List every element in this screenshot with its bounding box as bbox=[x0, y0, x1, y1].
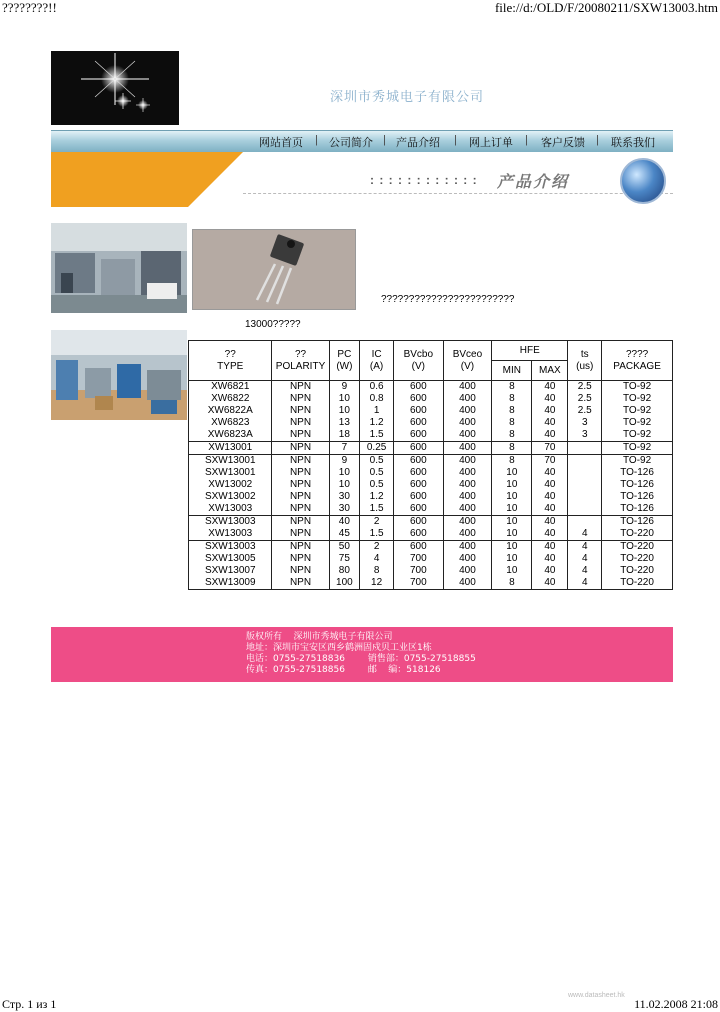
table-cell: SXW13002 bbox=[189, 491, 272, 503]
footer-contact bbox=[246, 632, 476, 676]
table-cell: 9 bbox=[329, 381, 360, 394]
table-cell: TO-220 bbox=[602, 577, 673, 590]
table-cell: TO-126 bbox=[602, 516, 673, 529]
table-cell: 40 bbox=[532, 577, 568, 590]
table-cell: 4 bbox=[568, 528, 602, 541]
table-cell: 0.5 bbox=[360, 467, 394, 479]
table-cell: 0.8 bbox=[360, 393, 394, 405]
table-cell: 700 bbox=[394, 565, 444, 577]
table-cell: NPN bbox=[272, 528, 329, 541]
table-cell: 80 bbox=[329, 565, 360, 577]
table-cell: XW6822A bbox=[189, 405, 272, 417]
table-cell: NPN bbox=[272, 503, 329, 516]
table-cell bbox=[568, 455, 602, 468]
table-cell: 2.5 bbox=[568, 393, 602, 405]
col-pc: PC (W) bbox=[329, 341, 360, 381]
table-cell: 40 bbox=[532, 417, 568, 429]
table-cell: 10 bbox=[329, 467, 360, 479]
nav-about[interactable]: 公司简介 bbox=[329, 136, 373, 149]
table-cell: 10 bbox=[492, 479, 532, 491]
table-row bbox=[189, 491, 673, 503]
table-row bbox=[189, 442, 673, 455]
table-cell: 600 bbox=[394, 491, 444, 503]
table-cell: 9 bbox=[329, 455, 360, 468]
nav-home[interactable]: 网站首页 bbox=[259, 136, 303, 149]
table-cell: NPN bbox=[272, 541, 329, 554]
table-cell: 40 bbox=[532, 405, 568, 417]
table-cell: 70 bbox=[532, 455, 568, 468]
table-cell: TO-92 bbox=[602, 381, 673, 394]
nav-contact[interactable]: 联系我们 bbox=[611, 136, 655, 149]
table-cell: 1.5 bbox=[360, 429, 394, 442]
table-cell: 8 bbox=[492, 417, 532, 429]
nav-order[interactable]: 网上订单 bbox=[469, 136, 513, 149]
table-cell bbox=[568, 479, 602, 491]
table-cell: XW13003 bbox=[189, 528, 272, 541]
table-cell: TO-220 bbox=[602, 553, 673, 565]
col-package: ???? PACKAGE bbox=[602, 341, 673, 381]
table-cell: 400 bbox=[443, 541, 492, 554]
table-cell: XW13001 bbox=[189, 442, 272, 455]
table-cell: 18 bbox=[329, 429, 360, 442]
table-cell: 10 bbox=[492, 467, 532, 479]
table-cell: 400 bbox=[443, 442, 492, 455]
table-cell bbox=[568, 467, 602, 479]
table-cell bbox=[568, 491, 602, 503]
table-cell: 40 bbox=[532, 479, 568, 491]
table-cell: 600 bbox=[394, 381, 444, 394]
print-footer-datetime: 11.02.2008 21:08 bbox=[634, 997, 718, 1011]
sparkle-icon bbox=[51, 51, 179, 125]
table-cell: TO-92 bbox=[602, 393, 673, 405]
col-ic: IC (A) bbox=[360, 341, 394, 381]
table-row bbox=[189, 467, 673, 479]
table-cell: 8 bbox=[492, 455, 532, 468]
table-cell: NPN bbox=[272, 516, 329, 529]
table-cell: NPN bbox=[272, 467, 329, 479]
table-cell: 4 bbox=[568, 577, 602, 590]
table-cell: 10 bbox=[492, 565, 532, 577]
watermark: www.datasheet.hk bbox=[568, 992, 625, 999]
table-cell: 10 bbox=[492, 553, 532, 565]
table-cell: 10 bbox=[492, 516, 532, 529]
table-cell: 30 bbox=[329, 491, 360, 503]
table-cell: 0.5 bbox=[360, 479, 394, 491]
table-cell: 400 bbox=[443, 429, 492, 442]
print-footer-page: Стр. 1 из 1 bbox=[2, 997, 57, 1011]
table-cell: 12 bbox=[360, 577, 394, 590]
table-cell: 4 bbox=[568, 541, 602, 554]
col-hfe-min: MIN bbox=[492, 361, 532, 381]
print-header-url: file://d:/OLD/F/20080211/SXW13003.htm bbox=[494, 0, 718, 15]
table-cell: 10 bbox=[492, 541, 532, 554]
table-cell: 0.6 bbox=[360, 381, 394, 394]
table-cell: 600 bbox=[394, 405, 444, 417]
table-cell: TO-92 bbox=[602, 405, 673, 417]
table-cell: TO-126 bbox=[602, 467, 673, 479]
table-cell: 40 bbox=[329, 516, 360, 529]
table-cell: 40 bbox=[532, 393, 568, 405]
table-cell: 700 bbox=[394, 553, 444, 565]
table-cell: 1.2 bbox=[360, 417, 394, 429]
table-cell: 400 bbox=[443, 381, 492, 394]
col-polarity: ?? POLARITY bbox=[272, 341, 329, 381]
table-cell: NPN bbox=[272, 405, 329, 417]
table-cell: 2 bbox=[360, 541, 394, 554]
table-cell: TO-126 bbox=[602, 479, 673, 491]
table-cell: 10 bbox=[329, 405, 360, 417]
table-cell: XW6821 bbox=[189, 381, 272, 394]
table-cell: 600 bbox=[394, 479, 444, 491]
table-cell: TO-220 bbox=[602, 528, 673, 541]
table-cell: 40 bbox=[532, 491, 568, 503]
product-description: ???????????????????????? bbox=[381, 294, 515, 305]
table-cell: 8 bbox=[492, 577, 532, 590]
nav-products[interactable]: 产品介绍 bbox=[396, 136, 440, 149]
company-name: 深圳市秀城电子有限公司 bbox=[330, 90, 485, 105]
table-cell: 40 bbox=[532, 541, 568, 554]
table-row bbox=[189, 455, 673, 468]
table-cell bbox=[568, 516, 602, 529]
table-cell: 10 bbox=[492, 491, 532, 503]
table-cell: 50 bbox=[329, 541, 360, 554]
globe-icon bbox=[620, 158, 666, 204]
table-cell: 8 bbox=[492, 429, 532, 442]
table-cell: 400 bbox=[443, 405, 492, 417]
col-bvcbo: BVcbo (V) bbox=[394, 341, 444, 381]
footer-copyright: 版权所有 深圳市秀城电子有限公司 bbox=[246, 632, 393, 642]
table-cell: NPN bbox=[272, 442, 329, 455]
footer-phone: 电话：0755-27518836 销售部：0755-27518855 bbox=[246, 654, 476, 664]
table-row bbox=[189, 503, 673, 516]
print-header-title: ????????!! bbox=[2, 0, 57, 15]
table-cell: 1 bbox=[360, 405, 394, 417]
table-cell: 600 bbox=[394, 442, 444, 455]
table-cell: NPN bbox=[272, 393, 329, 405]
table-cell: TO-126 bbox=[602, 491, 673, 503]
table-cell: SXW13009 bbox=[189, 577, 272, 590]
table-cell: 7 bbox=[329, 442, 360, 455]
table-cell: 40 bbox=[532, 516, 568, 529]
table-cell: 400 bbox=[443, 455, 492, 468]
table-cell: 400 bbox=[443, 479, 492, 491]
table-cell: 400 bbox=[443, 503, 492, 516]
factory-photo bbox=[51, 223, 187, 313]
table-cell: 1.2 bbox=[360, 491, 394, 503]
factory-photo bbox=[51, 330, 187, 420]
table-cell: 400 bbox=[443, 577, 492, 590]
table-cell: 45 bbox=[329, 528, 360, 541]
footer-fax: 传真：0755-27518856 邮 编：518126 bbox=[246, 665, 441, 675]
table-cell: 8 bbox=[492, 393, 532, 405]
table-cell: TO-92 bbox=[602, 455, 673, 468]
table-cell bbox=[568, 503, 602, 516]
table-cell: 30 bbox=[329, 503, 360, 516]
table-cell: TO-220 bbox=[602, 565, 673, 577]
table-cell: 400 bbox=[443, 417, 492, 429]
table-cell: 10 bbox=[329, 479, 360, 491]
table-cell: SXW13005 bbox=[189, 553, 272, 565]
table-cell: 40 bbox=[532, 528, 568, 541]
table-cell: 400 bbox=[443, 565, 492, 577]
table-cell: SXW13003 bbox=[189, 541, 272, 554]
table-cell: 1.5 bbox=[360, 528, 394, 541]
table-cell: TO-220 bbox=[602, 541, 673, 554]
table-cell: NPN bbox=[272, 577, 329, 590]
table-row bbox=[189, 541, 673, 554]
table-cell: 400 bbox=[443, 491, 492, 503]
table-row bbox=[189, 516, 673, 529]
nav-feedback[interactable]: 客户反馈 bbox=[541, 136, 585, 149]
table-cell: TO-126 bbox=[602, 503, 673, 516]
table-cell: NPN bbox=[272, 565, 329, 577]
table-cell: 400 bbox=[443, 528, 492, 541]
table-cell: 600 bbox=[394, 541, 444, 554]
footer-address: 地址：深圳市宝安区西乡鹤洲固戍贝工业区1栋 bbox=[246, 643, 432, 653]
table-cell: 2.5 bbox=[568, 381, 602, 394]
table-cell: XW6823 bbox=[189, 417, 272, 429]
table-cell: 3 bbox=[568, 417, 602, 429]
table-cell: 600 bbox=[394, 393, 444, 405]
table-cell: NPN bbox=[272, 417, 329, 429]
table-cell: 100 bbox=[329, 577, 360, 590]
table-cell: 2.5 bbox=[568, 405, 602, 417]
table-cell: 2 bbox=[360, 516, 394, 529]
product-model-caption: 13000????? bbox=[245, 319, 301, 330]
table-cell: NPN bbox=[272, 429, 329, 442]
table-cell: 0.25 bbox=[360, 442, 394, 455]
table-cell: XW6823A bbox=[189, 429, 272, 442]
table-cell: 8 bbox=[492, 405, 532, 417]
table-cell: 10 bbox=[329, 393, 360, 405]
col-hfe-max: MAX bbox=[532, 361, 568, 381]
table-cell: 10 bbox=[492, 528, 532, 541]
table-row bbox=[189, 417, 673, 429]
col-type: ?? TYPE bbox=[189, 341, 272, 381]
table-cell: NPN bbox=[272, 553, 329, 565]
table-cell: 1.5 bbox=[360, 503, 394, 516]
table-cell: SXW13007 bbox=[189, 565, 272, 577]
table-row bbox=[189, 381, 673, 394]
table-cell: 400 bbox=[443, 467, 492, 479]
logo bbox=[51, 51, 179, 125]
table-cell: 700 bbox=[394, 577, 444, 590]
table-cell: XW13002 bbox=[189, 479, 272, 491]
table-cell: TO-92 bbox=[602, 417, 673, 429]
table-cell: 400 bbox=[443, 553, 492, 565]
table-cell: 4 bbox=[360, 553, 394, 565]
table-cell: 400 bbox=[443, 393, 492, 405]
main-nav: 网站首页 | 公司简介 | 产品介绍 | 网上订单 | 客户反馈 | 联系我们 bbox=[51, 130, 673, 153]
table-row bbox=[189, 393, 673, 405]
table-row bbox=[189, 479, 673, 491]
table-cell: 4 bbox=[568, 553, 602, 565]
col-bvceo: BVceo (V) bbox=[443, 341, 492, 381]
banner-accent bbox=[51, 152, 243, 207]
spec-table bbox=[188, 340, 673, 590]
table-row bbox=[189, 577, 673, 590]
table-row bbox=[189, 429, 673, 442]
table-cell: SXW13001 bbox=[189, 467, 272, 479]
table-cell: TO-92 bbox=[602, 429, 673, 442]
table-row bbox=[189, 405, 673, 417]
table-cell: 600 bbox=[394, 429, 444, 442]
table-cell: 0.5 bbox=[360, 455, 394, 468]
table-cell: 40 bbox=[532, 429, 568, 442]
table-cell: 600 bbox=[394, 528, 444, 541]
col-ts: ts (us) bbox=[568, 341, 602, 381]
table-cell: 600 bbox=[394, 467, 444, 479]
table-cell: 40 bbox=[532, 467, 568, 479]
table-cell bbox=[568, 442, 602, 455]
table-cell: 4 bbox=[568, 565, 602, 577]
table-cell: 40 bbox=[532, 381, 568, 394]
table-cell: SXW13003 bbox=[189, 516, 272, 529]
table-cell: 70 bbox=[532, 442, 568, 455]
table-cell: 8 bbox=[360, 565, 394, 577]
table-cell: NPN bbox=[272, 455, 329, 468]
table-cell: XW13003 bbox=[189, 503, 272, 516]
section-title: 产品介绍 bbox=[497, 172, 570, 191]
table-cell: 75 bbox=[329, 553, 360, 565]
table-cell: SXW13001 bbox=[189, 455, 272, 468]
table-cell: 600 bbox=[394, 503, 444, 516]
table-cell: 40 bbox=[532, 553, 568, 565]
banner-dots: : : : : : : : : : : : : bbox=[370, 173, 478, 187]
table-cell: 40 bbox=[532, 503, 568, 516]
table-cell: 10 bbox=[492, 503, 532, 516]
table-cell: 8 bbox=[492, 381, 532, 394]
table-cell: 3 bbox=[568, 429, 602, 442]
table-cell: 40 bbox=[532, 565, 568, 577]
table-cell: TO-92 bbox=[602, 442, 673, 455]
table-cell: 8 bbox=[492, 442, 532, 455]
table-row bbox=[189, 565, 673, 577]
table-cell: 600 bbox=[394, 455, 444, 468]
table-cell: 600 bbox=[394, 516, 444, 529]
table-cell: 400 bbox=[443, 516, 492, 529]
transistor-photo bbox=[192, 229, 356, 310]
table-cell: NPN bbox=[272, 381, 329, 394]
table-row bbox=[189, 553, 673, 565]
table-cell: 13 bbox=[329, 417, 360, 429]
table-cell: 600 bbox=[394, 417, 444, 429]
col-hfe: HFE bbox=[492, 341, 568, 361]
banner-divider bbox=[243, 193, 673, 194]
table-cell: XW6822 bbox=[189, 393, 272, 405]
table-row bbox=[189, 528, 673, 541]
table-cell: NPN bbox=[272, 491, 329, 503]
table-cell: NPN bbox=[272, 479, 329, 491]
